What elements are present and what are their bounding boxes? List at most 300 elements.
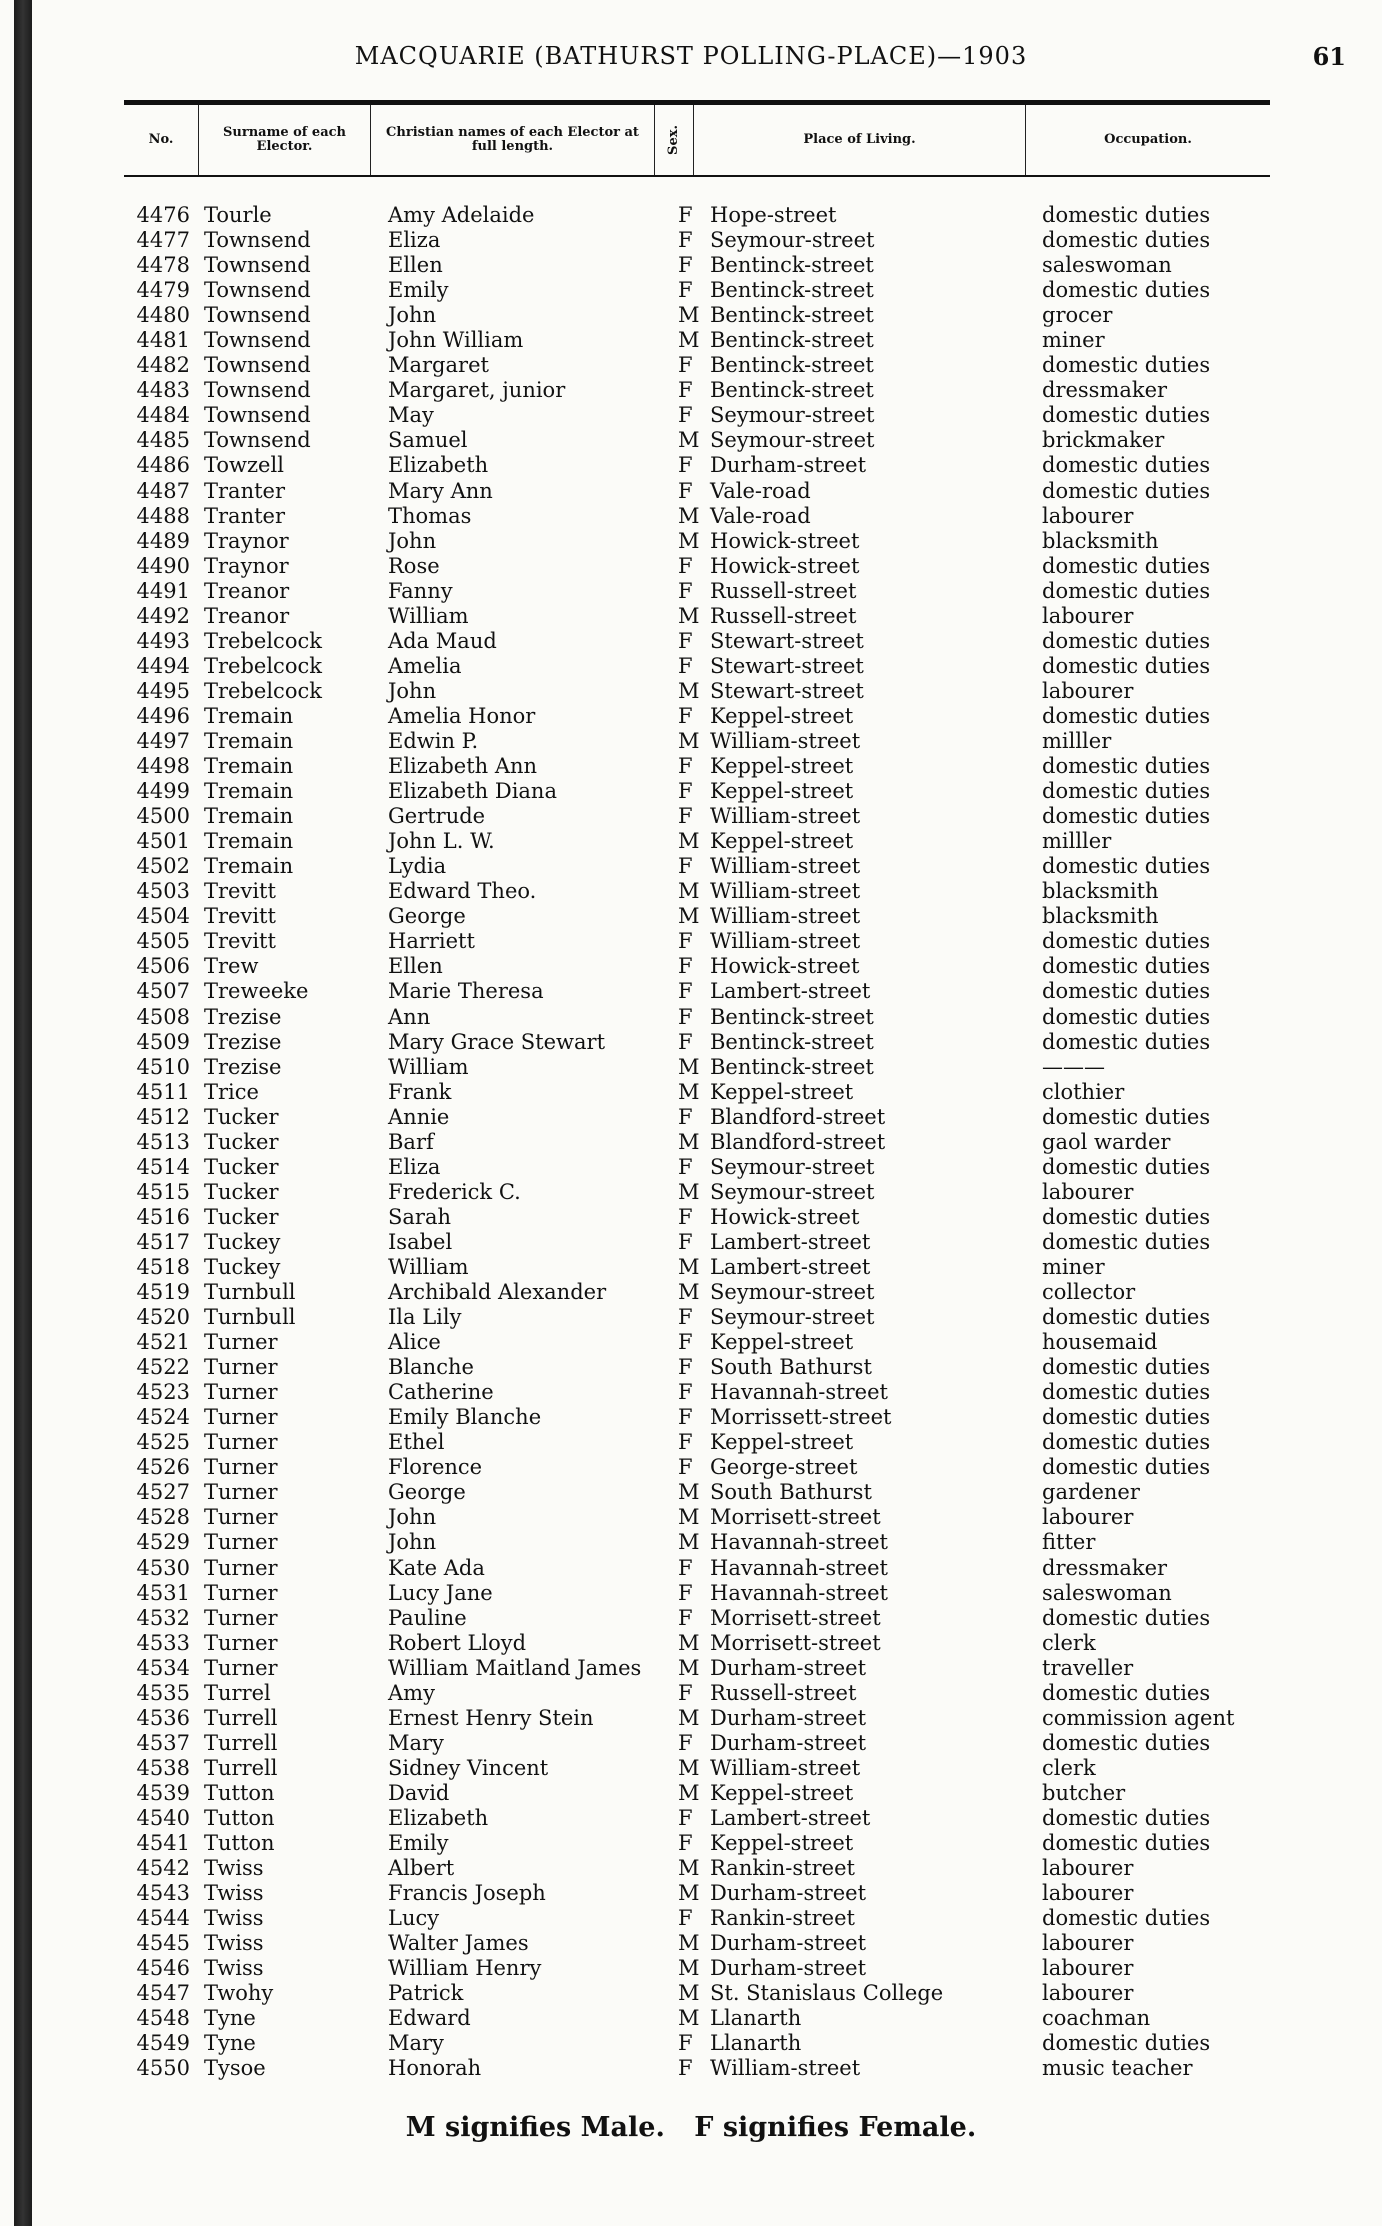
- occupation: domestic duties: [1042, 478, 1211, 503]
- christian-names: Robert Lloyd: [388, 1630, 527, 1655]
- sex: F: [678, 253, 693, 278]
- place-of-living: Bentinck-street: [710, 1054, 874, 1079]
- sex: F: [678, 854, 693, 879]
- place-of-living: Durham-street: [710, 1881, 867, 1906]
- place-of-living: Bentinck-street: [710, 303, 874, 328]
- sex: F: [678, 979, 693, 1004]
- place-of-living: Morrisett-street: [710, 1505, 881, 1530]
- entry-number: 4509: [136, 1029, 190, 1054]
- elector-row: [118, 954, 1278, 979]
- occupation: domestic duties: [1042, 403, 1211, 428]
- entry-number: 4501: [136, 829, 190, 854]
- place-of-living: Seymour-street: [710, 228, 875, 253]
- entry-number: 4480: [136, 303, 190, 328]
- elector-row: [118, 1430, 1278, 1455]
- entry-number: 4515: [136, 1179, 190, 1204]
- elector-row: [118, 1906, 1278, 1931]
- sex: M: [678, 503, 700, 528]
- occupation: fitter: [1042, 1530, 1096, 1555]
- place-of-living: Keppel-street: [710, 1780, 854, 1805]
- sex: F: [678, 779, 693, 804]
- occupation: blacksmith: [1042, 528, 1159, 553]
- surname: Turner: [204, 1655, 278, 1680]
- entry-number: 4541: [136, 1831, 190, 1856]
- sex: F: [678, 1680, 693, 1705]
- elector-row: [118, 579, 1278, 604]
- christian-names: Catherine: [388, 1380, 494, 1405]
- place-of-living: Bentinck-street: [710, 328, 874, 353]
- entry-number: 4550: [136, 2056, 190, 2081]
- christian-names: William: [388, 603, 469, 628]
- elector-row: [118, 1881, 1278, 1906]
- surname: Tremain: [204, 728, 294, 753]
- christian-names: Lucy: [388, 1906, 440, 1931]
- surname: Tucker: [204, 1154, 279, 1179]
- sex: F: [678, 553, 693, 578]
- surname: Turner: [204, 1330, 278, 1355]
- elector-row: [118, 203, 1278, 228]
- entry-number: 4505: [136, 929, 190, 954]
- entry-number: 4488: [136, 503, 190, 528]
- col-header-occupation: Occupation.: [1104, 132, 1192, 147]
- christian-names: George: [388, 904, 466, 929]
- occupation: domestic duties: [1042, 553, 1211, 578]
- sex: M: [678, 1129, 700, 1154]
- christian-names: Alice: [388, 1330, 441, 1355]
- surname: Treanor: [204, 578, 290, 603]
- occupation: domestic duties: [1042, 1229, 1211, 1254]
- christian-names: Rose: [388, 553, 440, 578]
- occupation: brickmaker: [1042, 428, 1165, 453]
- surname: Townsend: [204, 428, 311, 453]
- elector-row: [118, 1305, 1278, 1330]
- occupation: butcher: [1042, 1780, 1126, 1805]
- place-of-living: Stewart-street: [710, 678, 864, 703]
- christian-names: John: [388, 303, 437, 328]
- place-of-living: Havannah-street: [710, 1555, 888, 1580]
- entry-number: 4535: [136, 1680, 190, 1705]
- surname: Tutton: [204, 1831, 275, 1856]
- place-of-living: Russell-street: [710, 578, 857, 603]
- surname: Townsend: [204, 353, 311, 378]
- sex: F: [678, 1555, 693, 1580]
- elector-row: [118, 1455, 1278, 1480]
- christian-names: Emily Blanche: [388, 1405, 542, 1430]
- surname: Townsend: [204, 228, 311, 253]
- occupation: domestic duties: [1042, 754, 1211, 779]
- sex: F: [678, 1154, 693, 1179]
- occupation: domestic duties: [1042, 1430, 1211, 1455]
- place-of-living: Seymour-street: [710, 1154, 875, 1179]
- elector-row: [118, 479, 1278, 504]
- place-of-living: Russell-street: [710, 603, 857, 628]
- christian-names: Ellen: [388, 253, 443, 278]
- christian-names: Emily: [388, 1831, 449, 1856]
- christian-names: Thomas: [388, 503, 472, 528]
- entry-number: 4496: [136, 703, 190, 728]
- entry-number: 4493: [136, 628, 190, 653]
- occupation: collector: [1042, 1280, 1136, 1305]
- occupation: commission agent: [1042, 1705, 1235, 1730]
- occupation: domestic duties: [1042, 1455, 1211, 1480]
- occupation: housemaid: [1042, 1330, 1158, 1355]
- place-of-living: Durham-street: [710, 1931, 867, 1956]
- elector-row: [118, 1981, 1278, 2006]
- elector-row: [118, 604, 1278, 629]
- entry-number: 4491: [136, 578, 190, 603]
- elector-row: [118, 1355, 1278, 1380]
- entry-number: 4483: [136, 378, 190, 403]
- surname: Townsend: [204, 378, 311, 403]
- occupation: domestic duties: [1042, 979, 1211, 1004]
- elector-row: [118, 1656, 1278, 1681]
- christian-names: William: [388, 1254, 469, 1279]
- sex: F: [678, 453, 693, 478]
- occupation: labourer: [1042, 1179, 1134, 1204]
- occupation: domestic duties: [1042, 453, 1211, 478]
- surname: Trezise: [204, 1004, 282, 1029]
- entry-number: 4494: [136, 653, 190, 678]
- place-of-living: Keppel-street: [710, 703, 854, 728]
- occupation: clothier: [1042, 1079, 1125, 1104]
- col-header-place: Place of Living.: [694, 105, 1026, 175]
- christian-names: Mary: [388, 2031, 444, 2056]
- place-of-living: Lambert-street: [710, 979, 871, 1004]
- elector-row: [118, 1130, 1278, 1155]
- surname: Twiss: [204, 1956, 264, 1981]
- elector-row: [118, 378, 1278, 403]
- occupation: gaol warder: [1042, 1129, 1171, 1154]
- place-of-living: William-street: [710, 804, 861, 829]
- entry-number: 4518: [136, 1254, 190, 1279]
- surname: Tyne: [204, 2031, 256, 2056]
- surname: Turnbull: [204, 1280, 296, 1305]
- christian-names: Ann: [388, 1004, 431, 1029]
- occupation: domestic duties: [1042, 1380, 1211, 1405]
- surname: Tremain: [204, 754, 294, 779]
- occupation: saleswoman: [1042, 253, 1172, 278]
- place-of-living: Lambert-street: [710, 1254, 871, 1279]
- surname: Townsend: [204, 278, 311, 303]
- occupation: labourer: [1042, 1881, 1134, 1906]
- surname: Traynor: [204, 553, 289, 578]
- place-of-living: South Bathurst: [710, 1355, 872, 1380]
- elector-row: [118, 654, 1278, 679]
- elector-row: [118, 2031, 1278, 2056]
- place-of-living: Bentinck-street: [710, 353, 874, 378]
- elector-row: [118, 1030, 1278, 1055]
- christian-names: Edward: [388, 2006, 471, 2031]
- christian-names: Ada Maud: [388, 628, 497, 653]
- entry-number: 4533: [136, 1630, 190, 1655]
- sex: F: [678, 1204, 693, 1229]
- entry-number: 4504: [136, 904, 190, 929]
- col-header-surname: Surname of each Elector.: [199, 105, 371, 175]
- entry-number: 4549: [136, 2031, 190, 2056]
- sex: F: [678, 804, 693, 829]
- entry-number: 4527: [136, 1480, 190, 1505]
- entry-number: 4520: [136, 1305, 190, 1330]
- sex: M: [678, 1254, 700, 1279]
- elector-row: [118, 904, 1278, 929]
- sex: F: [678, 278, 693, 303]
- christian-names: Amelia: [388, 653, 462, 678]
- place-of-living: Blandford-street: [710, 1129, 886, 1154]
- sex: F: [678, 2056, 693, 2081]
- sex: M: [678, 1280, 700, 1305]
- surname: Trebelcock: [204, 678, 322, 703]
- elector-row: [118, 303, 1278, 328]
- surname: Turner: [204, 1380, 278, 1405]
- elector-row: [118, 1180, 1278, 1205]
- elector-row: [118, 353, 1278, 378]
- sex: F: [678, 1831, 693, 1856]
- entry-number: 4524: [136, 1405, 190, 1430]
- surname: Turner: [204, 1605, 278, 1630]
- sex: F: [678, 653, 693, 678]
- entry-number: 4538: [136, 1755, 190, 1780]
- christian-names: Edwin P.: [388, 728, 479, 753]
- place-of-living: Morrisett-street: [710, 1630, 881, 1655]
- occupation: clerk: [1042, 1630, 1096, 1655]
- elector-row: [118, 754, 1278, 779]
- sex: M: [678, 328, 700, 353]
- surname: Twiss: [204, 1856, 264, 1881]
- place-of-living: Morrissett-street: [710, 1405, 892, 1430]
- occupation: domestic duties: [1042, 779, 1211, 804]
- occupation: blacksmith: [1042, 904, 1159, 929]
- christian-names: John William: [388, 328, 524, 353]
- elector-row: [118, 1631, 1278, 1656]
- surname: Turner: [204, 1430, 278, 1455]
- entry-number: 4547: [136, 1981, 190, 2006]
- christian-names: Walter James: [388, 1931, 529, 1956]
- place-of-living: Keppel-street: [710, 829, 854, 854]
- christian-names: John L. W.: [388, 829, 495, 854]
- occupation: domestic duties: [1042, 1405, 1211, 1430]
- sex: M: [678, 428, 700, 453]
- place-of-living: William-street: [710, 854, 861, 879]
- christian-names: Elizabeth: [388, 453, 489, 478]
- sex: F: [678, 1104, 693, 1129]
- place-of-living: Keppel-street: [710, 1430, 854, 1455]
- sex: M: [678, 1705, 700, 1730]
- christian-names: Sarah: [388, 1204, 451, 1229]
- occupation: domestic duties: [1042, 1831, 1211, 1856]
- elector-row: [118, 2056, 1278, 2081]
- entry-number: 4546: [136, 1956, 190, 1981]
- male-note: M signifies Male.: [405, 2112, 665, 2143]
- place-of-living: Rankin-street: [710, 1906, 855, 1931]
- surname: Townsend: [204, 328, 311, 353]
- sex: M: [678, 1956, 700, 1981]
- occupation: domestic duties: [1042, 1154, 1211, 1179]
- occupation: dressmaker: [1042, 1555, 1168, 1580]
- occupation: domestic duties: [1042, 353, 1211, 378]
- sex: M: [678, 1856, 700, 1881]
- christian-names: Harriett: [388, 929, 475, 954]
- occupation: domestic duties: [1042, 2031, 1211, 2056]
- occupation: ———: [1042, 1054, 1105, 1079]
- entry-number: 4523: [136, 1380, 190, 1405]
- sex: F: [678, 478, 693, 503]
- sex: F: [678, 1906, 693, 1931]
- sex: M: [678, 1179, 700, 1204]
- christian-names: Kate Ada: [388, 1555, 485, 1580]
- entry-number: 4486: [136, 453, 190, 478]
- elector-row: [118, 1530, 1278, 1555]
- place-of-living: Keppel-street: [710, 1330, 854, 1355]
- place-of-living: Havannah-street: [710, 1530, 888, 1555]
- running-title: MACQUARIE (BATHURST POLLING-PLACE)—1903: [354, 42, 1028, 70]
- entry-number: 4548: [136, 2006, 190, 2031]
- christian-names: Lucy Jane: [388, 1580, 493, 1605]
- sex: M: [678, 603, 700, 628]
- place-of-living: Durham-street: [710, 1730, 867, 1755]
- elector-row: [118, 328, 1278, 353]
- col-header-no: No.: [124, 105, 199, 175]
- elector-row: [118, 1756, 1278, 1781]
- surname: Tuckey: [204, 1254, 281, 1279]
- sex: F: [678, 1229, 693, 1254]
- surname: Tranter: [204, 478, 285, 503]
- sex: M: [678, 1931, 700, 1956]
- sex: F: [678, 378, 693, 403]
- surname: Tremain: [204, 804, 294, 829]
- occupation: domestic duties: [1042, 1029, 1211, 1054]
- occupation: miner: [1042, 328, 1105, 353]
- elector-row: [118, 1956, 1278, 1981]
- sex: M: [678, 303, 700, 328]
- elector-row: [118, 1380, 1278, 1405]
- elector-row: [118, 1505, 1278, 1530]
- elector-row: [118, 1606, 1278, 1631]
- sex: M: [678, 1480, 700, 1505]
- christian-names: Samuel: [388, 428, 468, 453]
- elector-row: [118, 1480, 1278, 1505]
- christian-names: Amelia Honor: [388, 703, 536, 728]
- sex: M: [678, 1505, 700, 1530]
- christian-names: Ila Lily: [388, 1305, 462, 1330]
- entry-number: 4517: [136, 1229, 190, 1254]
- surname: Trew: [204, 954, 259, 979]
- surname: Towzell: [204, 453, 284, 478]
- surname: Turrell: [204, 1755, 278, 1780]
- place-of-living: Howick-street: [710, 528, 860, 553]
- entry-number: 4539: [136, 1780, 190, 1805]
- sex: F: [678, 1605, 693, 1630]
- sex: F: [678, 1305, 693, 1330]
- place-of-living: Morrisett-street: [710, 1605, 881, 1630]
- entry-number: 4525: [136, 1430, 190, 1455]
- entry-number: 4529: [136, 1530, 190, 1555]
- occupation: blacksmith: [1042, 879, 1159, 904]
- page-header: [0, 38, 1382, 74]
- occupation: domestic duties: [1042, 804, 1211, 829]
- occupation: dressmaker: [1042, 378, 1168, 403]
- elector-row: [118, 453, 1278, 478]
- occupation: coachman: [1042, 2006, 1151, 2031]
- place-of-living: Bentinck-street: [710, 278, 874, 303]
- entry-number: 4487: [136, 478, 190, 503]
- entry-number: 4495: [136, 678, 190, 703]
- occupation: labourer: [1042, 1856, 1134, 1881]
- christian-names: Albert: [388, 1856, 455, 1881]
- sex: F: [678, 1455, 693, 1480]
- sex: F: [678, 754, 693, 779]
- surname: Turner: [204, 1580, 278, 1605]
- surname: Tucker: [204, 1204, 279, 1229]
- place-of-living: William-street: [710, 879, 861, 904]
- entry-number: 4542: [136, 1856, 190, 1881]
- elector-row: [118, 1205, 1278, 1230]
- surname: Turrell: [204, 1705, 278, 1730]
- page-number: 61: [1312, 42, 1346, 71]
- sex: F: [678, 203, 693, 227]
- occupation: domestic duties: [1042, 1204, 1211, 1229]
- place-of-living: Havannah-street: [710, 1380, 888, 1405]
- christian-names: Ellen: [388, 954, 443, 979]
- surname: Trevitt: [204, 879, 276, 904]
- entry-number: 4484: [136, 403, 190, 428]
- entry-number: 4528: [136, 1505, 190, 1530]
- elector-row: [118, 879, 1278, 904]
- elector-row: [118, 1731, 1278, 1756]
- sex: M: [678, 1755, 700, 1780]
- christian-names: Fanny: [388, 578, 453, 603]
- place-of-living: Bentinck-street: [710, 378, 874, 403]
- christian-names: Margaret: [388, 353, 489, 378]
- occupation: labourer: [1042, 603, 1134, 628]
- sex: M: [678, 1630, 700, 1655]
- sex: M: [678, 1780, 700, 1805]
- surname: Trezise: [204, 1054, 282, 1079]
- elector-row: [118, 1781, 1278, 1806]
- place-of-living: Keppel-street: [710, 779, 854, 804]
- place-of-living: Seymour-street: [710, 428, 875, 453]
- surname: Tourle: [204, 203, 272, 227]
- surname: Tuckey: [204, 1229, 281, 1254]
- sex: M: [678, 1655, 700, 1680]
- female-note: F signifies Female.: [694, 2112, 977, 2143]
- christian-names: Mary: [388, 1730, 444, 1755]
- elector-row: [118, 1230, 1278, 1255]
- entry-number: 4519: [136, 1280, 190, 1305]
- entry-number: 4534: [136, 1655, 190, 1680]
- sex: F: [678, 1806, 693, 1830]
- col-header-sex-label: Sex.: [666, 125, 681, 155]
- christian-names: Amy Adelaide: [388, 203, 535, 227]
- elector-row: [118, 2006, 1278, 2031]
- elector-row: [118, 779, 1278, 804]
- entry-number: 4499: [136, 779, 190, 804]
- entry-number: 4516: [136, 1204, 190, 1229]
- surname: Turner: [204, 1630, 278, 1655]
- christian-names: Eliza: [388, 1154, 441, 1179]
- christian-names: Barf: [388, 1129, 434, 1154]
- christian-names: Margaret, junior: [388, 378, 566, 403]
- surname: Turner: [204, 1555, 278, 1580]
- occupation: clerk: [1042, 1755, 1096, 1780]
- elector-row: [118, 1856, 1278, 1881]
- entry-number: 4477: [136, 228, 190, 253]
- place-of-living: Durham-street: [710, 1956, 867, 1981]
- entry-number: 4522: [136, 1355, 190, 1380]
- surname: Townsend: [204, 253, 311, 278]
- elector-row: [118, 253, 1278, 278]
- surname: Trevitt: [204, 904, 276, 929]
- occupation: domestic duties: [1042, 1806, 1211, 1830]
